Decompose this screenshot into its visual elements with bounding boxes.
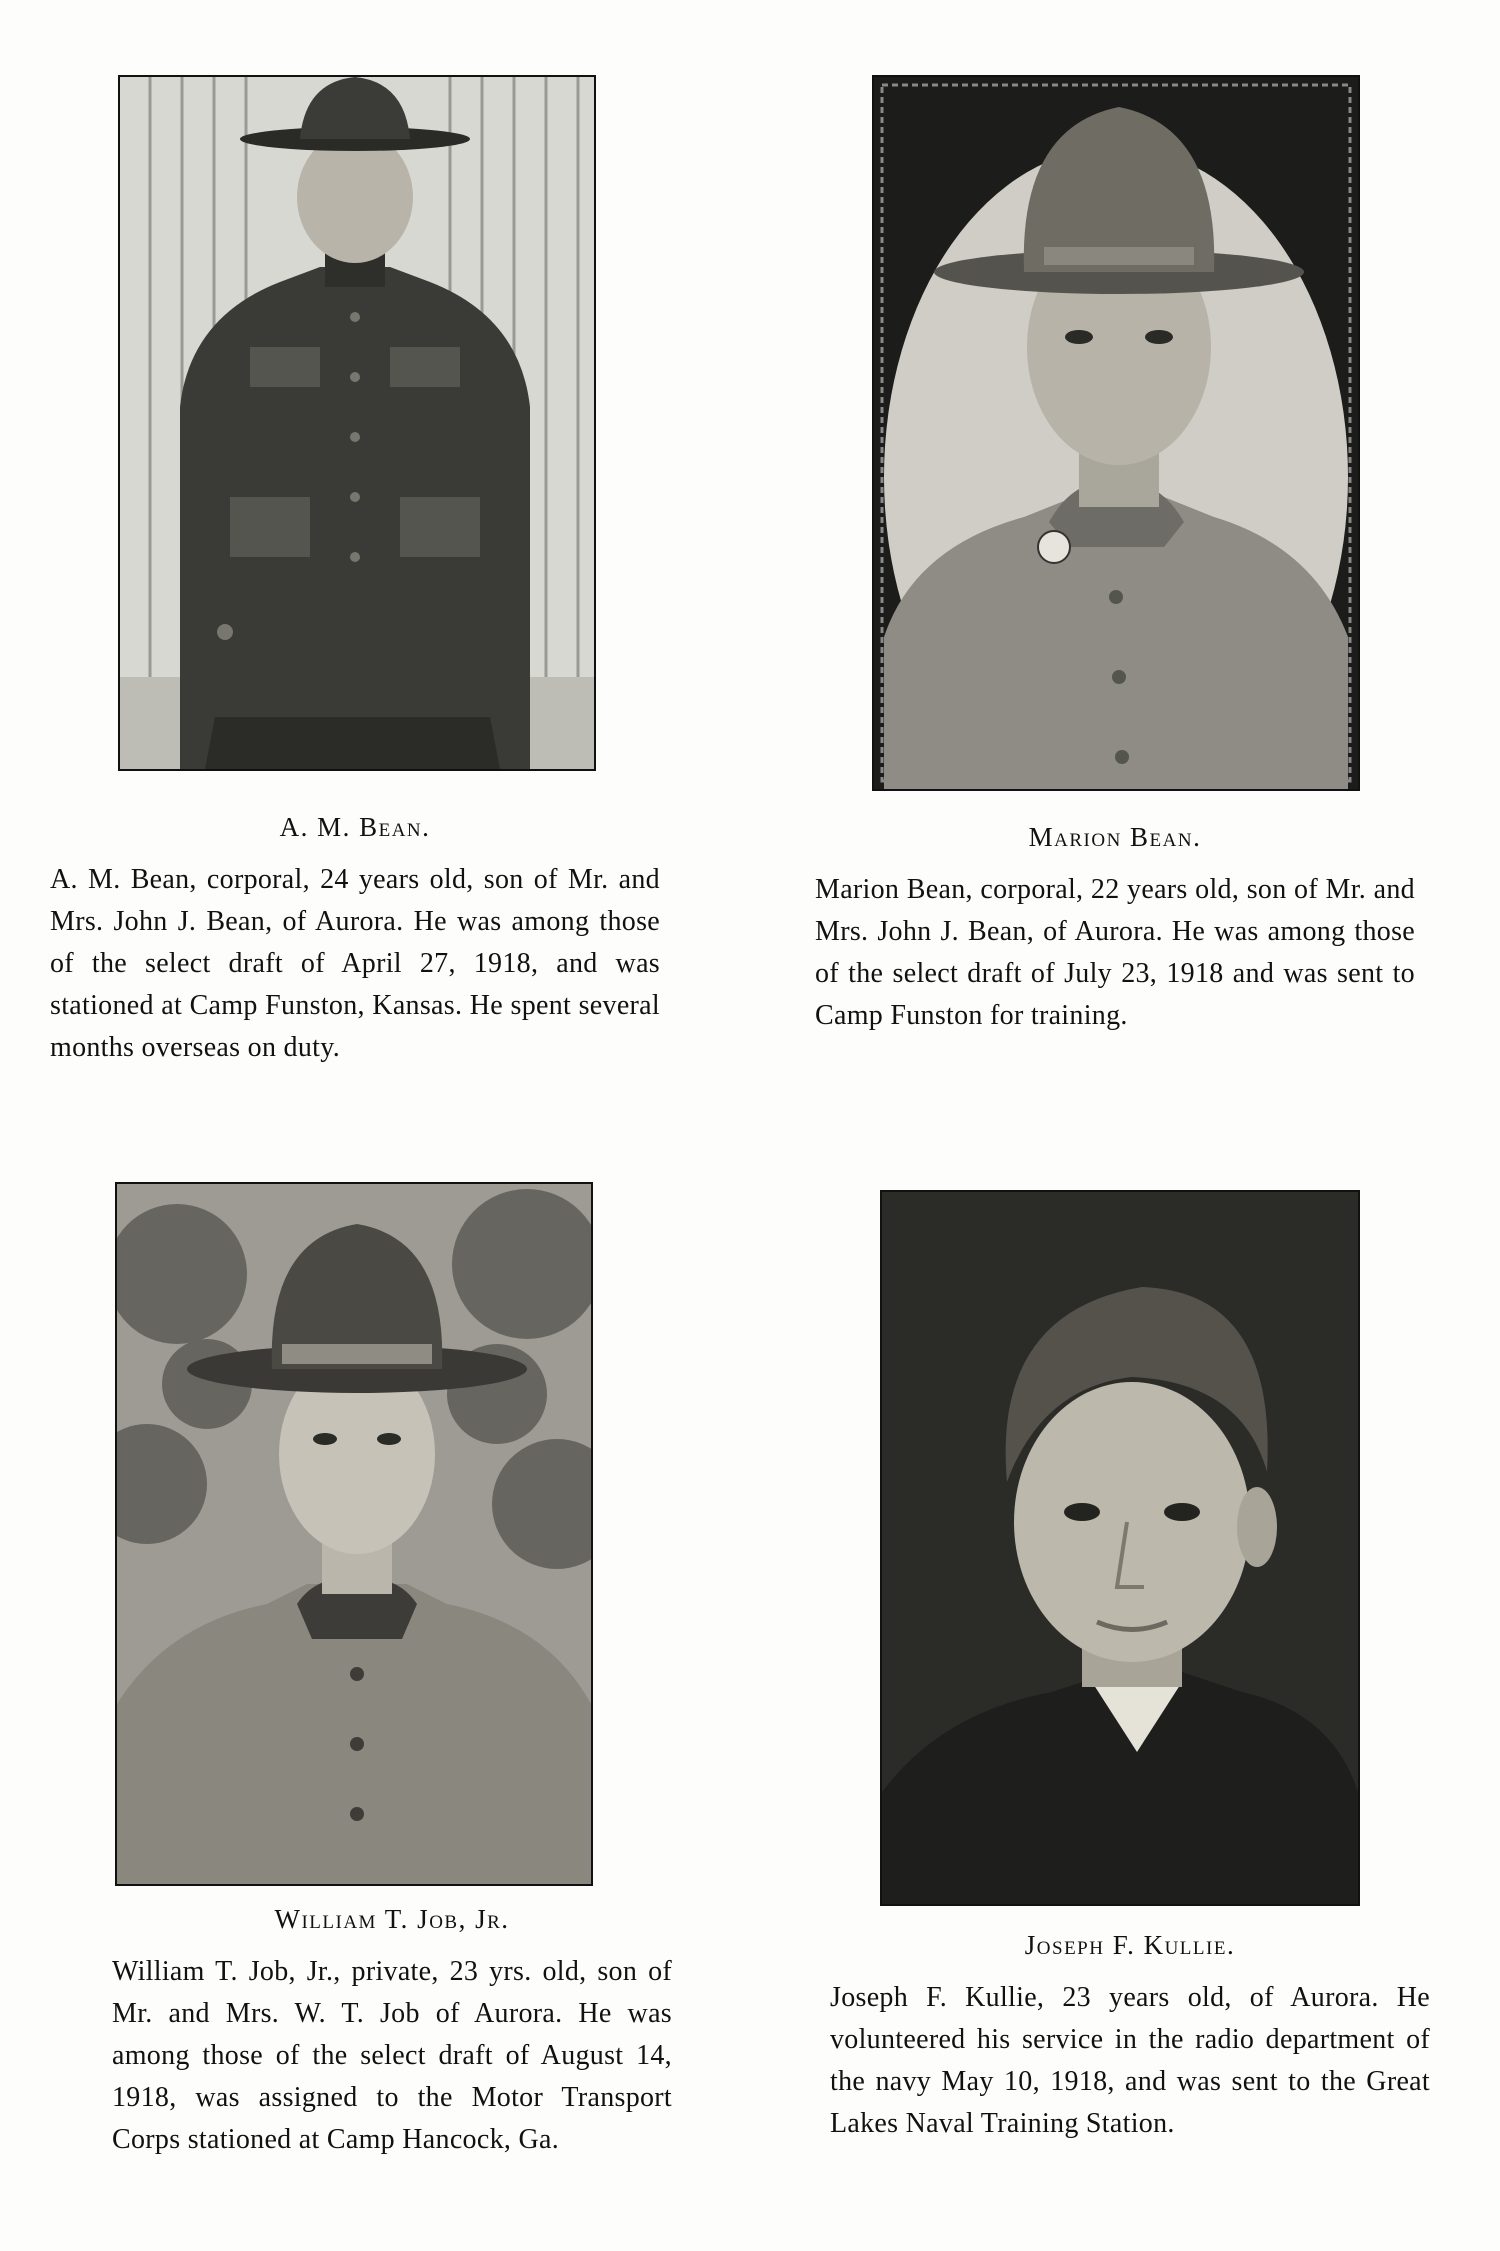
entry-biography: Marion Bean, corporal, 22 years old, son of Mr. and Mrs. John J. Bean, of Aurora. He was among those of the select draft of July 23, 1918 and was sent to Camp Funston for training. xyxy=(815,874,1415,1031)
caption-william-t-job xyxy=(112,1904,672,2161)
entry-name: William T. Job, Jr. xyxy=(274,1904,510,1934)
caption-a-m-bean xyxy=(50,812,660,1069)
entry-name: Marion Bean. xyxy=(1028,822,1202,852)
portrait-photo-joseph-f-kullie xyxy=(880,1190,1360,1906)
entry-biography: A. M. Bean, corporal, 24 years old, son of Mr. and Mrs. John J. Bean, of Aurora. He was among those of the select draft of April 27, 1918, and was stationed at Camp Funston, Kansas. He spent several months overseas on duty. xyxy=(50,864,660,1063)
entry-biography: Joseph F. Kullie, 23 years old, of Aurora. He volunteered his service in the radio department of the navy May 10, 1918, and was sent to the Great Lakes Naval Training Station. xyxy=(830,1982,1430,2139)
portrait-photo-a-m-bean xyxy=(118,75,596,771)
entry-name: A. M. Bean. xyxy=(279,812,431,842)
portrait-photo-william-t-job xyxy=(115,1182,593,1886)
entry-biography: William T. Job, Jr., private, 23 yrs. old, son of Mr. and Mrs. W. T. Job of Aurora. He was among those of the select draft of August 14, 1918, was assigned to the Motor Transport Corps stationed at Camp Hancock, Ga. xyxy=(112,1956,672,2155)
caption-joseph-f-kullie xyxy=(830,1930,1430,2145)
entry-name: Joseph F. Kullie. xyxy=(1024,1930,1236,1960)
portrait-photo-marion-bean xyxy=(872,75,1360,791)
caption-marion-bean xyxy=(815,822,1415,1037)
